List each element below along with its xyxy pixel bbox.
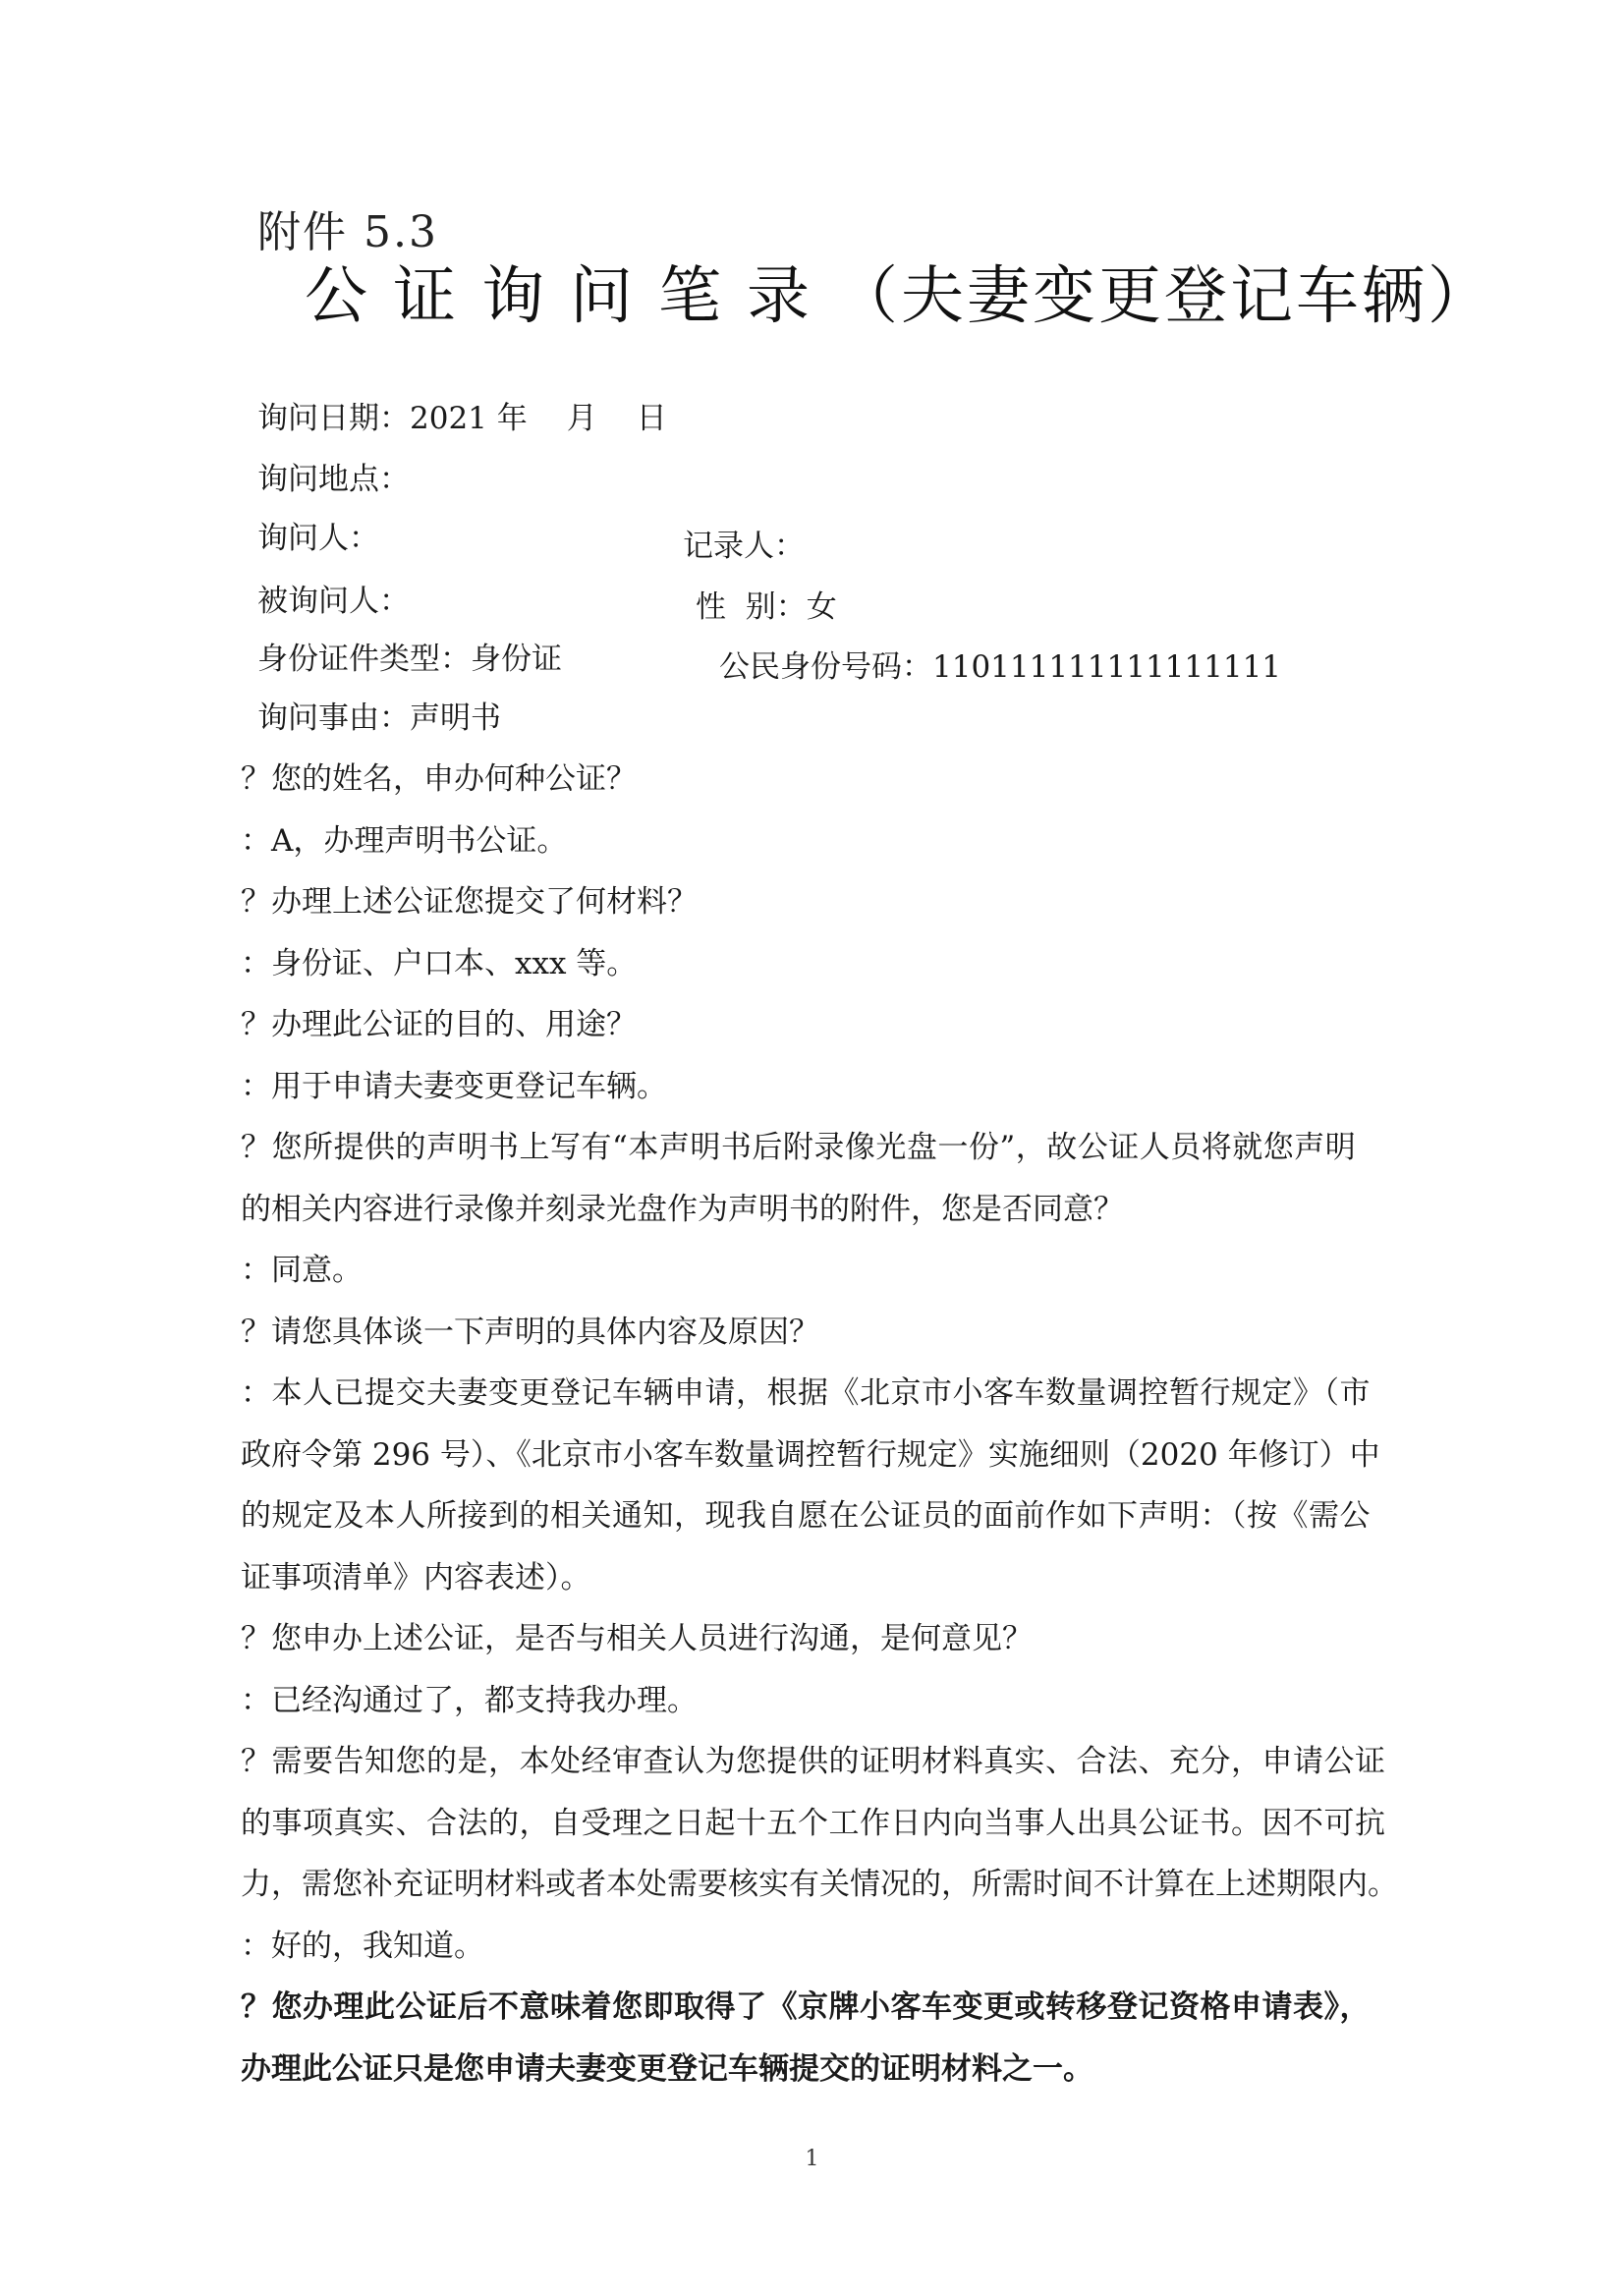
reason-label: 询问事由： (257, 700, 410, 736)
date-year: 2021 年 (410, 401, 528, 436)
attachment-label: 附件 5.3 (257, 207, 438, 257)
date-label: 询问日期： (257, 401, 410, 436)
title-main: 公证询问笔录 (305, 260, 835, 333)
qa-line: 政府令第 296 号）、《北京市小客车数量调控暂行规定》实施细则（2020 年修订）中 (241, 1437, 1380, 1473)
respondent-label: 被询问人： (257, 584, 410, 619)
date-month: 月 (566, 401, 597, 436)
gender-value: 女 (806, 589, 837, 625)
qa-line: ？您的姓名，申办何种公证？ (241, 761, 637, 797)
document-title (305, 246, 1493, 336)
qa-line: ？需要告知您的是，本处经审查认为您提供的证明材料真实、合法、充分，申请公证 (241, 1744, 1386, 1779)
qa-line: ：已经沟通过了，都支持我办理。 (241, 1683, 698, 1718)
qa-line: 的事项真实、合法的，自受理之日起十五个工作日内向当事人出具公证书。因不可抗 (241, 1806, 1386, 1841)
qa-line: 力，需您补充证明材料或者本处需要核实有关情况的，所需时间不计算在上述期限内。 (241, 1867, 1398, 1902)
reason-value: 声明书 (410, 700, 501, 736)
qa-line: ？请您具体谈一下声明的具体内容及原因？ (241, 1315, 819, 1350)
qa-line: ？您办理此公证后不意味着您即取得了《京牌小客车变更或转移登记资格申请表》， (241, 1989, 1371, 2025)
page-number: 1 (805, 2147, 819, 2171)
id-type-row (257, 634, 562, 678)
id-type-value: 身份证 (471, 642, 562, 677)
qa-line: ：本人已提交夫妻变更登记车辆申请，根据《北京市小客车数量调控暂行规定》（市 (241, 1375, 1371, 1411)
id-number-row (719, 642, 1281, 686)
qa-line: 办理此公证只是您申请夫妻变更登记车辆提交的证明材料之一。 (241, 2051, 1093, 2087)
recorder-label: 记录人： (683, 529, 805, 564)
inquiry-place-row (257, 454, 410, 498)
date-day: 日 (636, 401, 667, 436)
inquiry-date-row (257, 393, 667, 437)
qa-line: 证事项清单》内容表述）。 (241, 1560, 591, 1595)
qa-line: ：A，办理声明书公证。 (241, 823, 568, 859)
id-type-label: 身份证件类型： (257, 642, 471, 677)
qa-line: ？您所提供的声明书上写有“本声明书后附录像光盘一份”，故公证人员将就您声明 (241, 1130, 1357, 1165)
qa-line: ：同意。 (241, 1253, 363, 1288)
qa-line: ？您申办上述公证，是否与相关人员进行沟通，是何意见？ (241, 1621, 1033, 1656)
qa-line: 的规定及本人所接到的相关通知，现我自愿在公证员的面前作如下声明：（按《需公 (241, 1498, 1371, 1534)
inquirer-label: 询问人： (257, 521, 379, 556)
place-label: 询问地点： (257, 462, 410, 497)
qa-line: ：用于申请夫妻变更登记车辆。 (241, 1069, 667, 1104)
gender-row (696, 582, 837, 626)
qa-line: ？办理上述公证您提交了何材料？ (241, 884, 698, 920)
reason-row (257, 693, 501, 737)
qa-line: ？办理此公证的目的、用途？ (241, 1007, 637, 1042)
title-sub: （夫妻变更登记车辆） (835, 260, 1493, 333)
qa-line: ：身份证、户口本、xxx 等。 (241, 946, 638, 981)
id-number-value: 110111111111111111 (932, 649, 1282, 685)
gender-label: 性 别： (696, 589, 807, 625)
qa-line: ：好的，我知道。 (241, 1929, 484, 1964)
qa-line: 的相关内容进行录像并刻录光盘作为声明书的附件，您是否同意？ (241, 1192, 1124, 1227)
id-number-label: 公民身份号码： (719, 649, 932, 685)
